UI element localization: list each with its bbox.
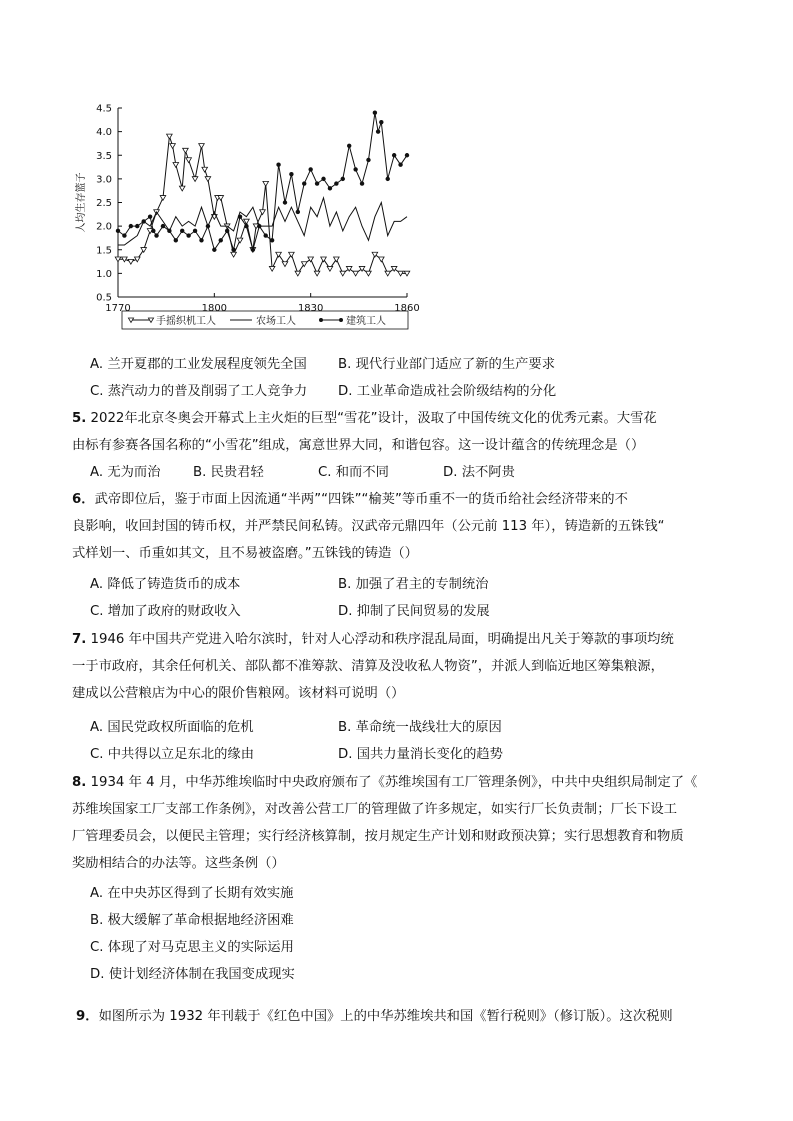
series-point — [260, 210, 266, 215]
series-point — [206, 224, 210, 228]
series-point — [314, 271, 320, 276]
series-point — [302, 181, 306, 185]
series-point — [270, 238, 274, 242]
series-point — [170, 144, 176, 149]
q7-number: 7. — [72, 632, 87, 647]
series-point — [289, 172, 293, 176]
series-point — [321, 257, 327, 262]
q7-stem-line1 — [72, 630, 674, 650]
series-point — [205, 177, 211, 182]
series-point — [263, 181, 269, 186]
series-point — [353, 167, 357, 171]
q8-option-b: B. 极大缓解了革命根据地经济困难 — [90, 913, 294, 928]
series-point — [327, 266, 333, 271]
q4-option-b: B. 现代行业部门适应了新的生产要求 — [338, 357, 556, 372]
series-point — [405, 153, 409, 157]
series-point — [199, 144, 205, 149]
q4-option-d: D. 工业革命造成社会阶级结构的分化 — [338, 384, 557, 399]
series-point — [202, 167, 208, 172]
series-point — [392, 153, 396, 157]
q6-stem-line1 — [72, 490, 628, 510]
series-point — [186, 233, 190, 237]
y-tick-label: 0.5 — [96, 292, 112, 304]
series-line-1 — [118, 136, 407, 273]
series-point — [379, 257, 385, 262]
series-point — [238, 214, 242, 218]
y-tick-label: 2.0 — [96, 221, 112, 233]
series-point — [183, 148, 189, 153]
series-point — [334, 257, 340, 262]
q5-stem-line1 — [72, 409, 657, 429]
q8-stem-line4: 奖励相结合的办法等。这些条例（） — [72, 856, 285, 871]
q5-option-a: A. 无为而治 — [90, 465, 161, 480]
q6-stem-line3: 式样划一、币重如其文，且不易被盗磨。”五铢钱的铸造（） — [72, 546, 418, 561]
q7-option-b: B. 革命统一战线壮大的原因 — [338, 720, 502, 735]
q4-option-a: A. 兰开夏郡的工业发展程度领先全国 — [90, 357, 307, 372]
q8-option-d: D. 使计划经济体制在我国变成现实 — [90, 967, 295, 982]
q8-stem-line2: 苏维埃国家工厂支部工作条例》，对改善公营工厂的管理做了许多规定，如实行厂长负责制；厂长下设工 — [72, 802, 678, 817]
series-point — [353, 271, 359, 276]
q5-number: 5. — [72, 411, 87, 426]
series-point — [160, 196, 166, 201]
series-point — [225, 229, 229, 233]
series-line-2 — [118, 198, 407, 245]
series-point — [315, 181, 319, 185]
series-point — [308, 167, 312, 171]
series-point — [257, 224, 261, 228]
series-point — [366, 271, 372, 276]
q8-stem-line3: 厂管理委员会，以便民主管理；实行经济核算制，按月规定生产计划和财政预决算；实行思想教育和物质 — [72, 829, 684, 844]
legend-label: 手摇织机工人 — [156, 316, 216, 327]
series-point — [264, 233, 268, 237]
chart-plot-area — [115, 111, 410, 276]
series-point — [173, 163, 179, 168]
q7-stem-line2: 一于市政府，其余任何机关、部队都不准筹款、清算及没收私人物资”，并派人到临近地区筹集粮源， — [72, 659, 664, 674]
series-point — [328, 186, 332, 190]
series-point — [167, 134, 173, 139]
series-point — [251, 248, 255, 252]
series-point — [373, 111, 377, 115]
y-tick-label: 3.0 — [96, 174, 112, 186]
series-point — [360, 181, 364, 185]
q8-number: 8. — [72, 775, 87, 790]
q8-option-c: C. 体现了对马克思主义的实际运用 — [90, 940, 294, 955]
series-point — [321, 177, 325, 181]
legend-label: 建筑工人 — [346, 316, 386, 327]
q8-option-a: A. 在中央苏区得到了长期有效实施 — [90, 886, 294, 901]
series-point — [129, 224, 133, 228]
series-point — [376, 129, 380, 133]
q7-option-c: C. 中共得以立足东北的缘由 — [90, 747, 255, 762]
series-point — [269, 266, 275, 271]
y-tick-label: 4.0 — [96, 127, 112, 139]
series-point — [296, 210, 300, 214]
series-point — [212, 248, 216, 252]
series-point — [385, 271, 391, 276]
chart-axes — [96, 104, 420, 315]
y-tick-label: 2.5 — [96, 198, 112, 209]
series-point — [154, 233, 158, 237]
series-point — [116, 229, 120, 233]
series-point — [289, 252, 295, 257]
q7-option-a: A. 国民党政权所面临的危机 — [90, 720, 254, 735]
series-point — [283, 200, 287, 204]
q6-stem-line2: 良影响，收回封国的铸币权，并严禁民间私铸。汉武帝元鼎四年（公元前 113 年），铸造新的五铢钱“ — [72, 519, 665, 534]
x-tick-label: 1860 — [394, 303, 420, 314]
q6-option-b: B. 加强了君主的专制统治 — [338, 577, 489, 592]
legend-label: 农场工人 — [256, 316, 296, 327]
series-point — [231, 252, 237, 257]
y-tick-label: 1.5 — [96, 245, 112, 257]
series-point — [180, 229, 184, 233]
series-point — [282, 262, 288, 267]
series-point — [334, 181, 338, 185]
series-point — [301, 262, 307, 267]
series-point — [398, 163, 402, 167]
q7-text-1: 1946 年中国共产党进入哈尔滨时，针对人心浮动和秩序混乱局面，明确提出凡关于筹款的事项均统 — [86, 632, 674, 647]
series-point — [366, 158, 370, 162]
chart-legend — [122, 311, 408, 329]
series-point — [347, 144, 351, 148]
series-point — [128, 259, 134, 264]
series-point — [179, 186, 185, 191]
series-point — [151, 229, 155, 233]
series-point — [340, 271, 346, 276]
series-point — [174, 238, 178, 242]
series-point — [122, 233, 126, 237]
series-point — [193, 229, 197, 233]
series-point — [141, 219, 145, 223]
legend-swatch-marker — [339, 318, 343, 322]
q6-option-d: D. 抑制了民间贸易的发展 — [338, 604, 490, 619]
q8-stem-line1 — [72, 773, 697, 793]
y-tick-label: 4.5 — [96, 103, 112, 115]
series-point — [341, 177, 345, 181]
series-point — [199, 238, 203, 242]
x-tick-label: 1770 — [105, 303, 131, 314]
q8-text-1: 1934 年 4 月，中华苏维埃临时中央政府颁布了《苏维埃国有工厂管理条例》，中共中央组织局制定了《 — [86, 775, 698, 790]
q7-option-d: D. 国共力量消长变化的趋势 — [338, 747, 503, 762]
series-point — [186, 158, 192, 163]
series-point — [148, 214, 152, 218]
q9-stem-line1 — [76, 1007, 673, 1027]
line-chart-svg — [70, 95, 430, 345]
series-point — [135, 224, 139, 228]
q5-stem-line2: 由标有参赛各国名称的“小雪花”组成，寓意世界大同，和谐包容。这一设计蕴含的传统理念是（） — [72, 438, 645, 453]
q6-option-a: A. 降低了铸造货币的成本 — [90, 577, 241, 592]
q5-option-b: B. 民贵君轻 — [193, 465, 264, 480]
series-point — [379, 120, 383, 124]
q9-number: 9． — [76, 1009, 99, 1024]
y-tick-label: 1.0 — [96, 268, 112, 280]
q9-text-1: 如图所示为 1932 年刊载于《红色中国》上的中华苏维埃共和国《暂行税则》（修订版）。这次税则 — [98, 1009, 673, 1024]
series-point — [237, 238, 243, 243]
series-point — [141, 248, 147, 253]
q5-option-d: D. 法不阿贵 — [443, 465, 515, 480]
series-point — [219, 238, 223, 242]
series-point — [244, 224, 248, 228]
series-point — [295, 271, 301, 276]
series-point — [231, 248, 235, 252]
q6-text-1: 武帝即位后，鉴于市面上因流通“半两”“四铢”“榆荚”等币重不一的货币给社会经济带来的不 — [94, 492, 628, 507]
legend-swatch-marker — [319, 318, 323, 322]
q5-text-1: 2022年北京冬奥会开幕式上主火炬的巨型“雪花”设计，汲取了中国传统文化的优秀元素。大雪花 — [86, 411, 657, 426]
y-tick-label: 3.5 — [96, 150, 112, 162]
q7-stem-line3: 建成以公营粮店为中心的限价售粮网。该材料可说明（） — [72, 686, 405, 701]
q6-option-c: C. 增加了政府的财政收入 — [90, 604, 241, 619]
q4-option-c: C. 蒸汽动力的普及削弱了工人竞争力 — [90, 384, 308, 399]
series-point — [276, 252, 282, 257]
series-point — [386, 177, 390, 181]
series-point — [167, 229, 171, 233]
x-tick-label: 1800 — [201, 303, 228, 314]
x-tick-label: 1830 — [297, 303, 324, 314]
q6-number: 6． — [72, 492, 95, 507]
series-point — [276, 163, 280, 167]
series-point — [161, 224, 165, 228]
series-point — [134, 257, 140, 262]
line-chart — [70, 95, 430, 345]
series-point — [192, 177, 198, 182]
q5-option-c: C. 和而不同 — [318, 465, 389, 480]
y-axis-label: 人均生存篮子 — [76, 172, 87, 233]
